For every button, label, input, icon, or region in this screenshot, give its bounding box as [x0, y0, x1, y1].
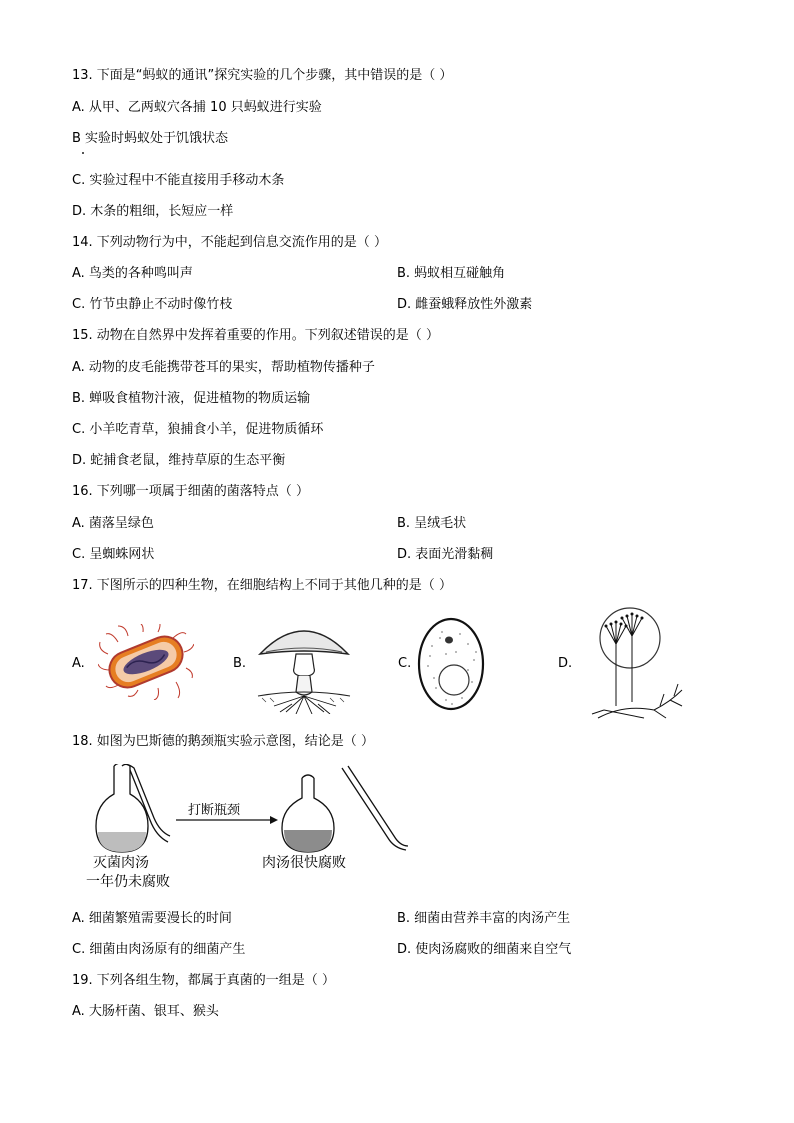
q14-option-d[interactable]: D. 雌蚕蛾释放性外激素 [397, 297, 533, 312]
q18-option-a[interactable]: A. 细菌繁殖需要漫长的时间 [72, 911, 232, 926]
arrow-label: 打断瓶颈 [188, 803, 241, 818]
q14-option-b[interactable]: B. 蚂蚁相互碰触角 [397, 266, 506, 281]
arrow-head-icon [270, 816, 278, 824]
q13-option-b[interactable]: B 实验时蚂蚁处于饥饿状态 [72, 131, 229, 146]
q18-option-d[interactable]: D. 使肉汤腐败的细菌来自空气 [397, 942, 572, 957]
q14-stem: 14. 下列动物行为中，不能起到信息交流作用的是（ ） [72, 235, 387, 250]
q18-stem: 18. 如图为巴斯德的鹅颈瓶实验示意图，结论是（ ） [72, 734, 374, 749]
q15-option-d[interactable]: D. 蛇捕食老鼠，维持草原的生态平衡 [72, 453, 286, 468]
right-flask-caption: 肉汤很快腐败 [262, 855, 346, 871]
q15-option-c[interactable]: C. 小羊吃青草，狼捕食小羊，促进物质循环 [72, 422, 324, 437]
q18-option-c[interactable]: C. 细菌由肉汤原有的细菌产生 [72, 942, 246, 957]
penicillium-image [584, 606, 688, 724]
q13-option-a[interactable]: A. 从甲、乙两蚁穴各捕 10 只蚂蚁进行实验 [72, 100, 322, 115]
q19-option-a[interactable]: A. 大肠杆菌、银耳、猴头 [72, 1004, 219, 1019]
left-flask-caption-1: 灭菌肉汤 [93, 855, 149, 871]
q13-option-d[interactable]: D. 木条的粗细，长短应一样 [72, 204, 234, 219]
q17-option-d-label[interactable]: D. [558, 656, 573, 671]
q13-option-c[interactable]: C. 实验过程中不能直接用手移动木条 [72, 173, 285, 188]
q14-option-c[interactable]: C. 竹节虫静止不动时像竹枝 [72, 297, 233, 312]
q16-option-d[interactable]: D. 表面光滑黏稠 [397, 547, 494, 562]
q17-option-a-label[interactable]: A. [72, 656, 85, 671]
q16-option-c[interactable]: C. 呈蜘蛛网状 [72, 547, 155, 562]
q16-option-a[interactable]: A. 菌落呈绿色 [72, 516, 154, 531]
q15-option-a[interactable]: A. 动物的皮毛能携带苍耳的果实，帮助植物传播种子 [72, 360, 375, 375]
q16-stem: 16. 下列哪一项属于细菌的菌落特点（ ） [72, 484, 309, 499]
q17-option-b-label[interactable]: B. [233, 656, 247, 671]
q15-stem: 15. 动物在自然界中发挥着重要的作用。下列叙述错误的是（ ） [72, 328, 439, 343]
mushroom-image [256, 618, 352, 714]
q17-option-c-label[interactable]: C. [398, 656, 412, 671]
left-flask-caption-2: 一年仍未腐败 [86, 874, 170, 890]
q18-option-b[interactable]: B. 细菌由营养丰富的肉汤产生 [397, 911, 571, 926]
swan-neck-flask-diagram [90, 764, 410, 856]
q14-option-a[interactable]: A. 鸟类的各种鸣叫声 [72, 266, 193, 281]
q17-stem: 17. 下图所示的四种生物，在细胞结构上不同于其他几种的是（ ） [72, 578, 452, 593]
q15-option-b[interactable]: B. 蝉吸食植物汁液，促进植物的物质运输 [72, 391, 311, 406]
bacterium-image [98, 624, 194, 700]
q19-stem: 19. 下列各组生物，都属于真菌的一组是（ ） [72, 973, 335, 988]
yeast-cell-image [416, 616, 486, 712]
q16-option-b[interactable]: B. 呈绒毛状 [397, 516, 467, 531]
q13-stem: 13. 下面是“蚂蚁的通讯”探究实验的几个步骤，其中错误的是（ ） [72, 68, 453, 83]
stray-dot-mark [82, 152, 84, 154]
